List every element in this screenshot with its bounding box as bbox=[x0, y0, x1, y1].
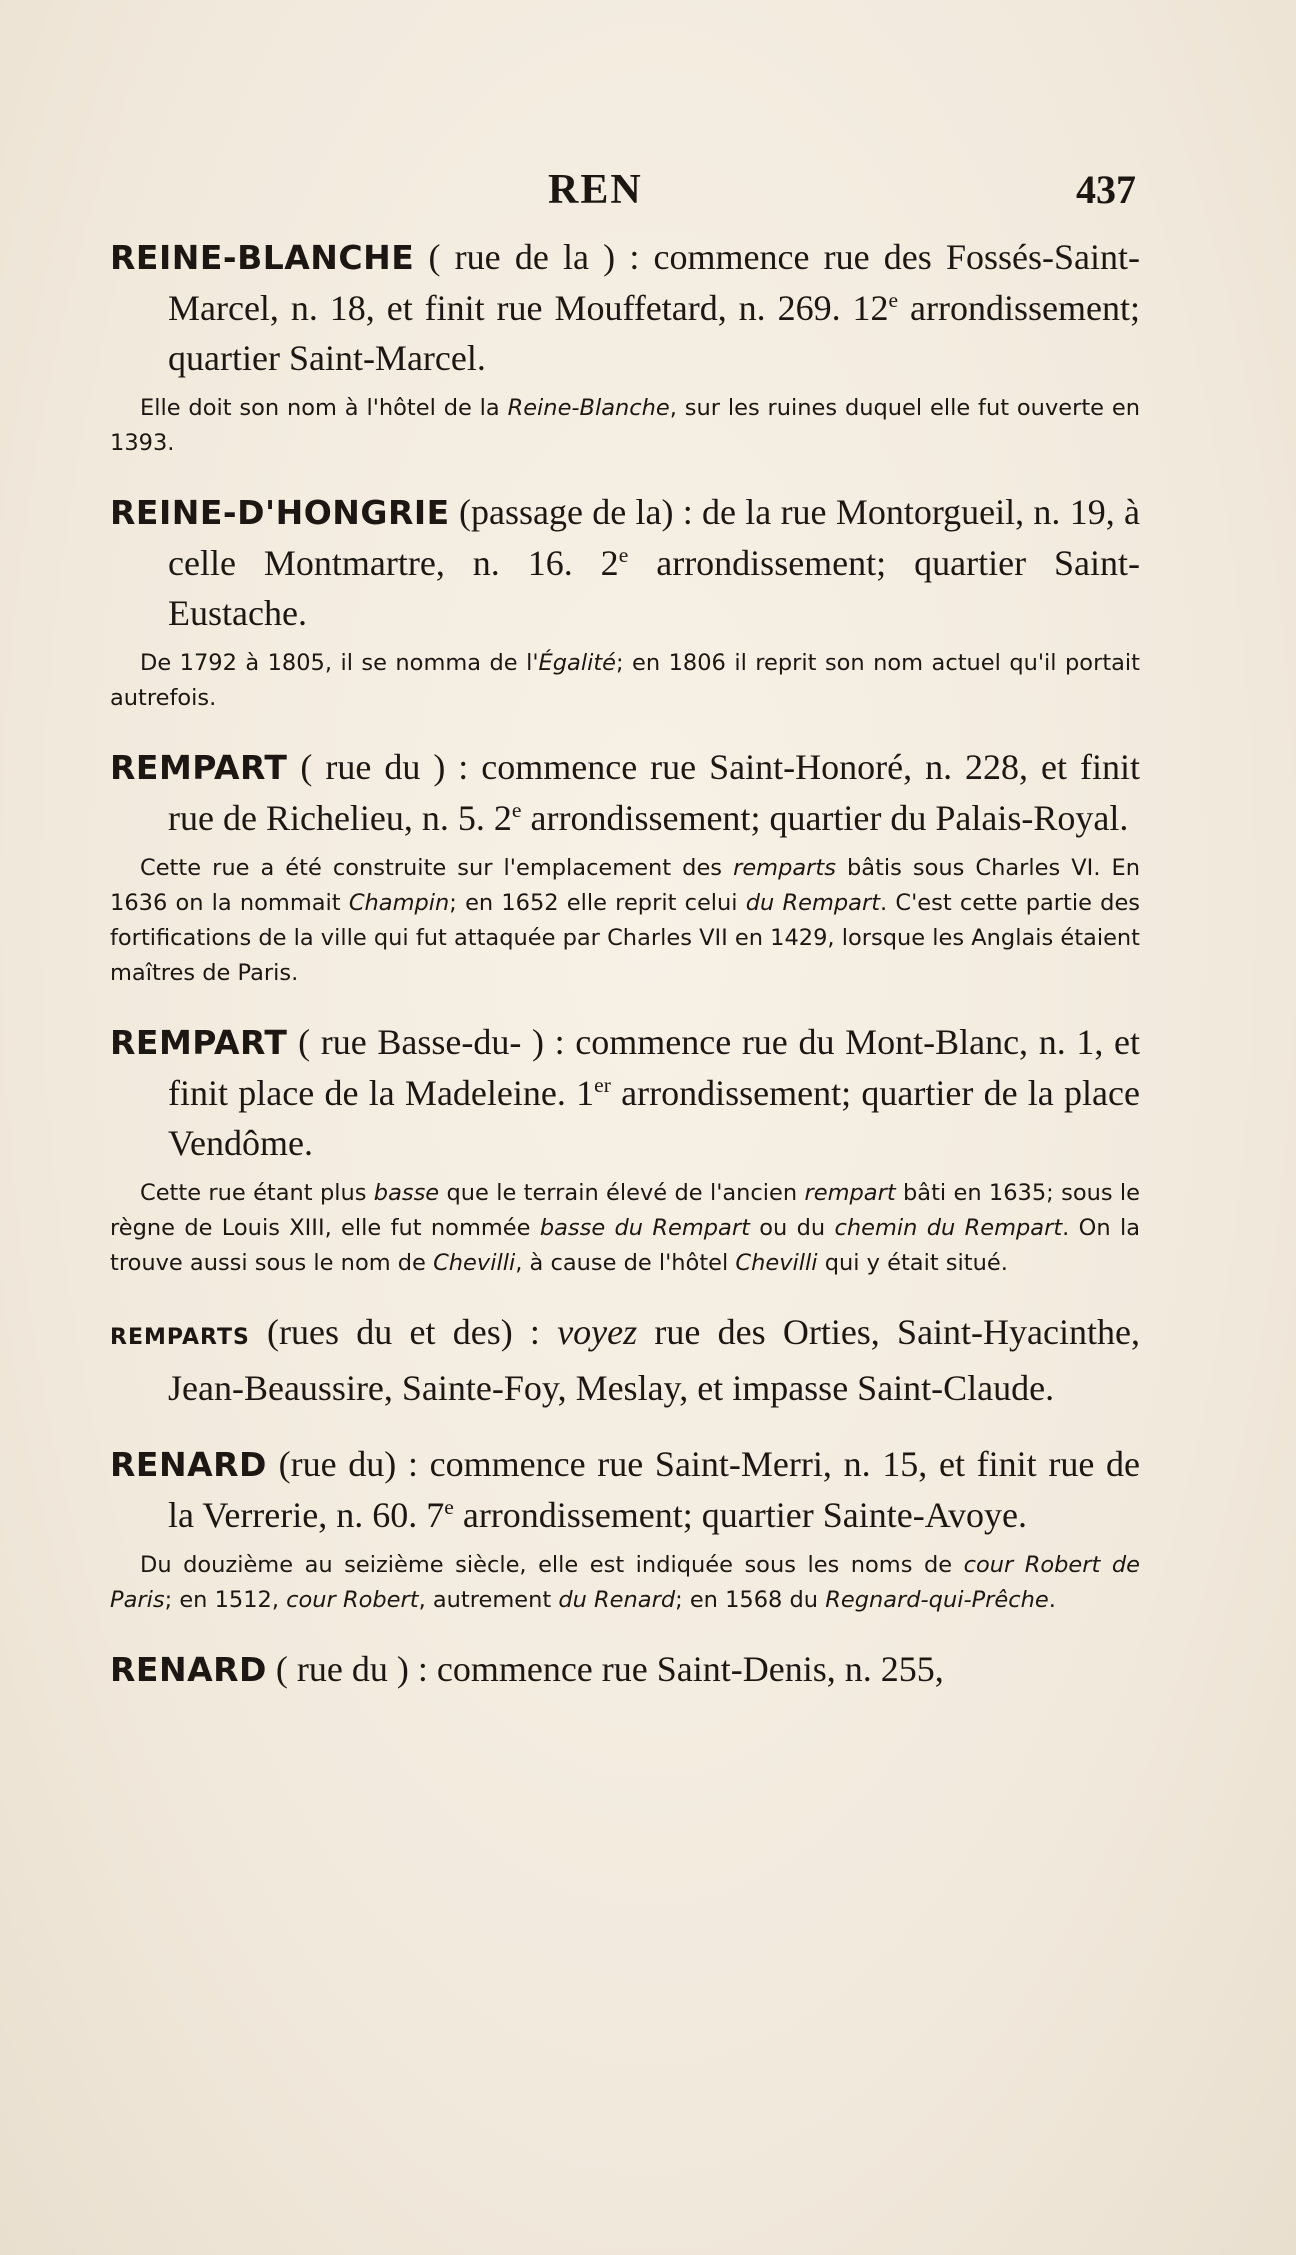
entry-rempart bbox=[110, 742, 1140, 991]
entry-headword: REMPART bbox=[110, 748, 288, 787]
entry-reine-d-hongrie bbox=[110, 487, 1140, 716]
entry-main-text: RENARD (rue du) : commence rue Saint-Merri, n. 15, et finit rue de la Verrerie, n. 60. 7e arrondissement; quartier Sainte-Avoye. bbox=[110, 1444, 1140, 1535]
entry-note: Cette rue étant plus basse que le terrain élevé de l'ancien rempart bâti en 1635; sous le règne de Louis XIII, elle fut nommée basse du Rempart ou du chemin du Rempart. On la trouve aussi sous le nom de Chevilli, à cause de l'hôtel Chevilli qui y était situé. bbox=[110, 1180, 1140, 1276]
entry-renard-saint-merri bbox=[110, 1439, 1140, 1618]
entry-note: Du douzième au seizième siècle, elle est indiquée sous les noms de cour Robert de Paris; en 1512, cour Robert, autrement du Renard; en 1568 du Regnard-qui-Prêche. bbox=[110, 1552, 1140, 1613]
entry-main-text: RENARD ( rue du ) : commence rue Saint-Denis, n. 255, bbox=[110, 1649, 944, 1689]
entry-headword: RENARD bbox=[110, 1650, 267, 1689]
entry-headword: REINE-BLANCHE bbox=[110, 238, 415, 277]
entry-main-text: REINE-BLANCHE ( rue de la ) : commence rue des Fossés-Saint-Marcel, n. 18, et finit rue Mouffetard, n. 269. 12e arrondissement; quartier Saint-Marcel. bbox=[110, 237, 1140, 378]
entry-remparts bbox=[110, 1307, 1140, 1413]
entry-main-text: REINE-D'HONGRIE (passage de la) : de la rue Montorgueil, n. 19, à celle Montmartre, n. 16. 2e arrondissement; quartier Saint-Eustache. bbox=[110, 492, 1140, 633]
entry-note: Elle doit son nom à l'hôtel de la Reine-Blanche, sur les ruines duquel elle fut ouverte en 1393. bbox=[110, 395, 1140, 456]
entry-headword: REINE-D'HONGRIE bbox=[110, 493, 450, 532]
page-header bbox=[110, 166, 1136, 216]
entry-note: Cette rue a été construite sur l'emplacement des remparts bâtis sous Charles VI. En 1636 on la nommait Champin; en 1652 elle reprit celui du Rempart. C'est cette partie des fortifications de la ville qui fut attaquée par Charles VII en 1429, lorsque les Anglais étaient maîtres de Paris. bbox=[110, 855, 1141, 986]
entry-headword: RENARD bbox=[110, 1445, 267, 1484]
entry-main-text: REMPART ( rue Basse-du- ) : commence rue du Mont-Blanc, n. 1, et finit place de la Madeleine. 1er arrondissement; quartier de la place Vendôme. bbox=[110, 1022, 1140, 1163]
entry-headword: REMPART bbox=[110, 1023, 288, 1062]
entry-main-text: REMPART ( rue du ) : commence rue Saint-Honoré, n. 228, et finit rue de Richelieu, n. 5. 2e arrondissement; quartier du Palais-Royal. bbox=[110, 747, 1140, 838]
running-head: REN bbox=[548, 167, 643, 213]
entry-renard-saint-denis bbox=[110, 1644, 1140, 1695]
page-number: 437 bbox=[1076, 167, 1136, 212]
entry-note: De 1792 à 1805, il se nomma de l'Égalité; en 1806 il reprit son nom actuel qu'il portait autrefois. bbox=[110, 650, 1140, 711]
entry-rempart-basse bbox=[110, 1017, 1140, 1281]
page-content bbox=[110, 232, 1140, 1721]
entry-main-text: REMPARTS (rues du et des) : voyez rue des Orties, Saint-Hyacinthe, Jean-Beaussire, Sainte-Foy, Meslay, et impasse Saint-Claude. bbox=[110, 1312, 1140, 1408]
entry-headword: REMPARTS bbox=[110, 1325, 250, 1350]
entry-reine-blanche bbox=[110, 232, 1140, 461]
